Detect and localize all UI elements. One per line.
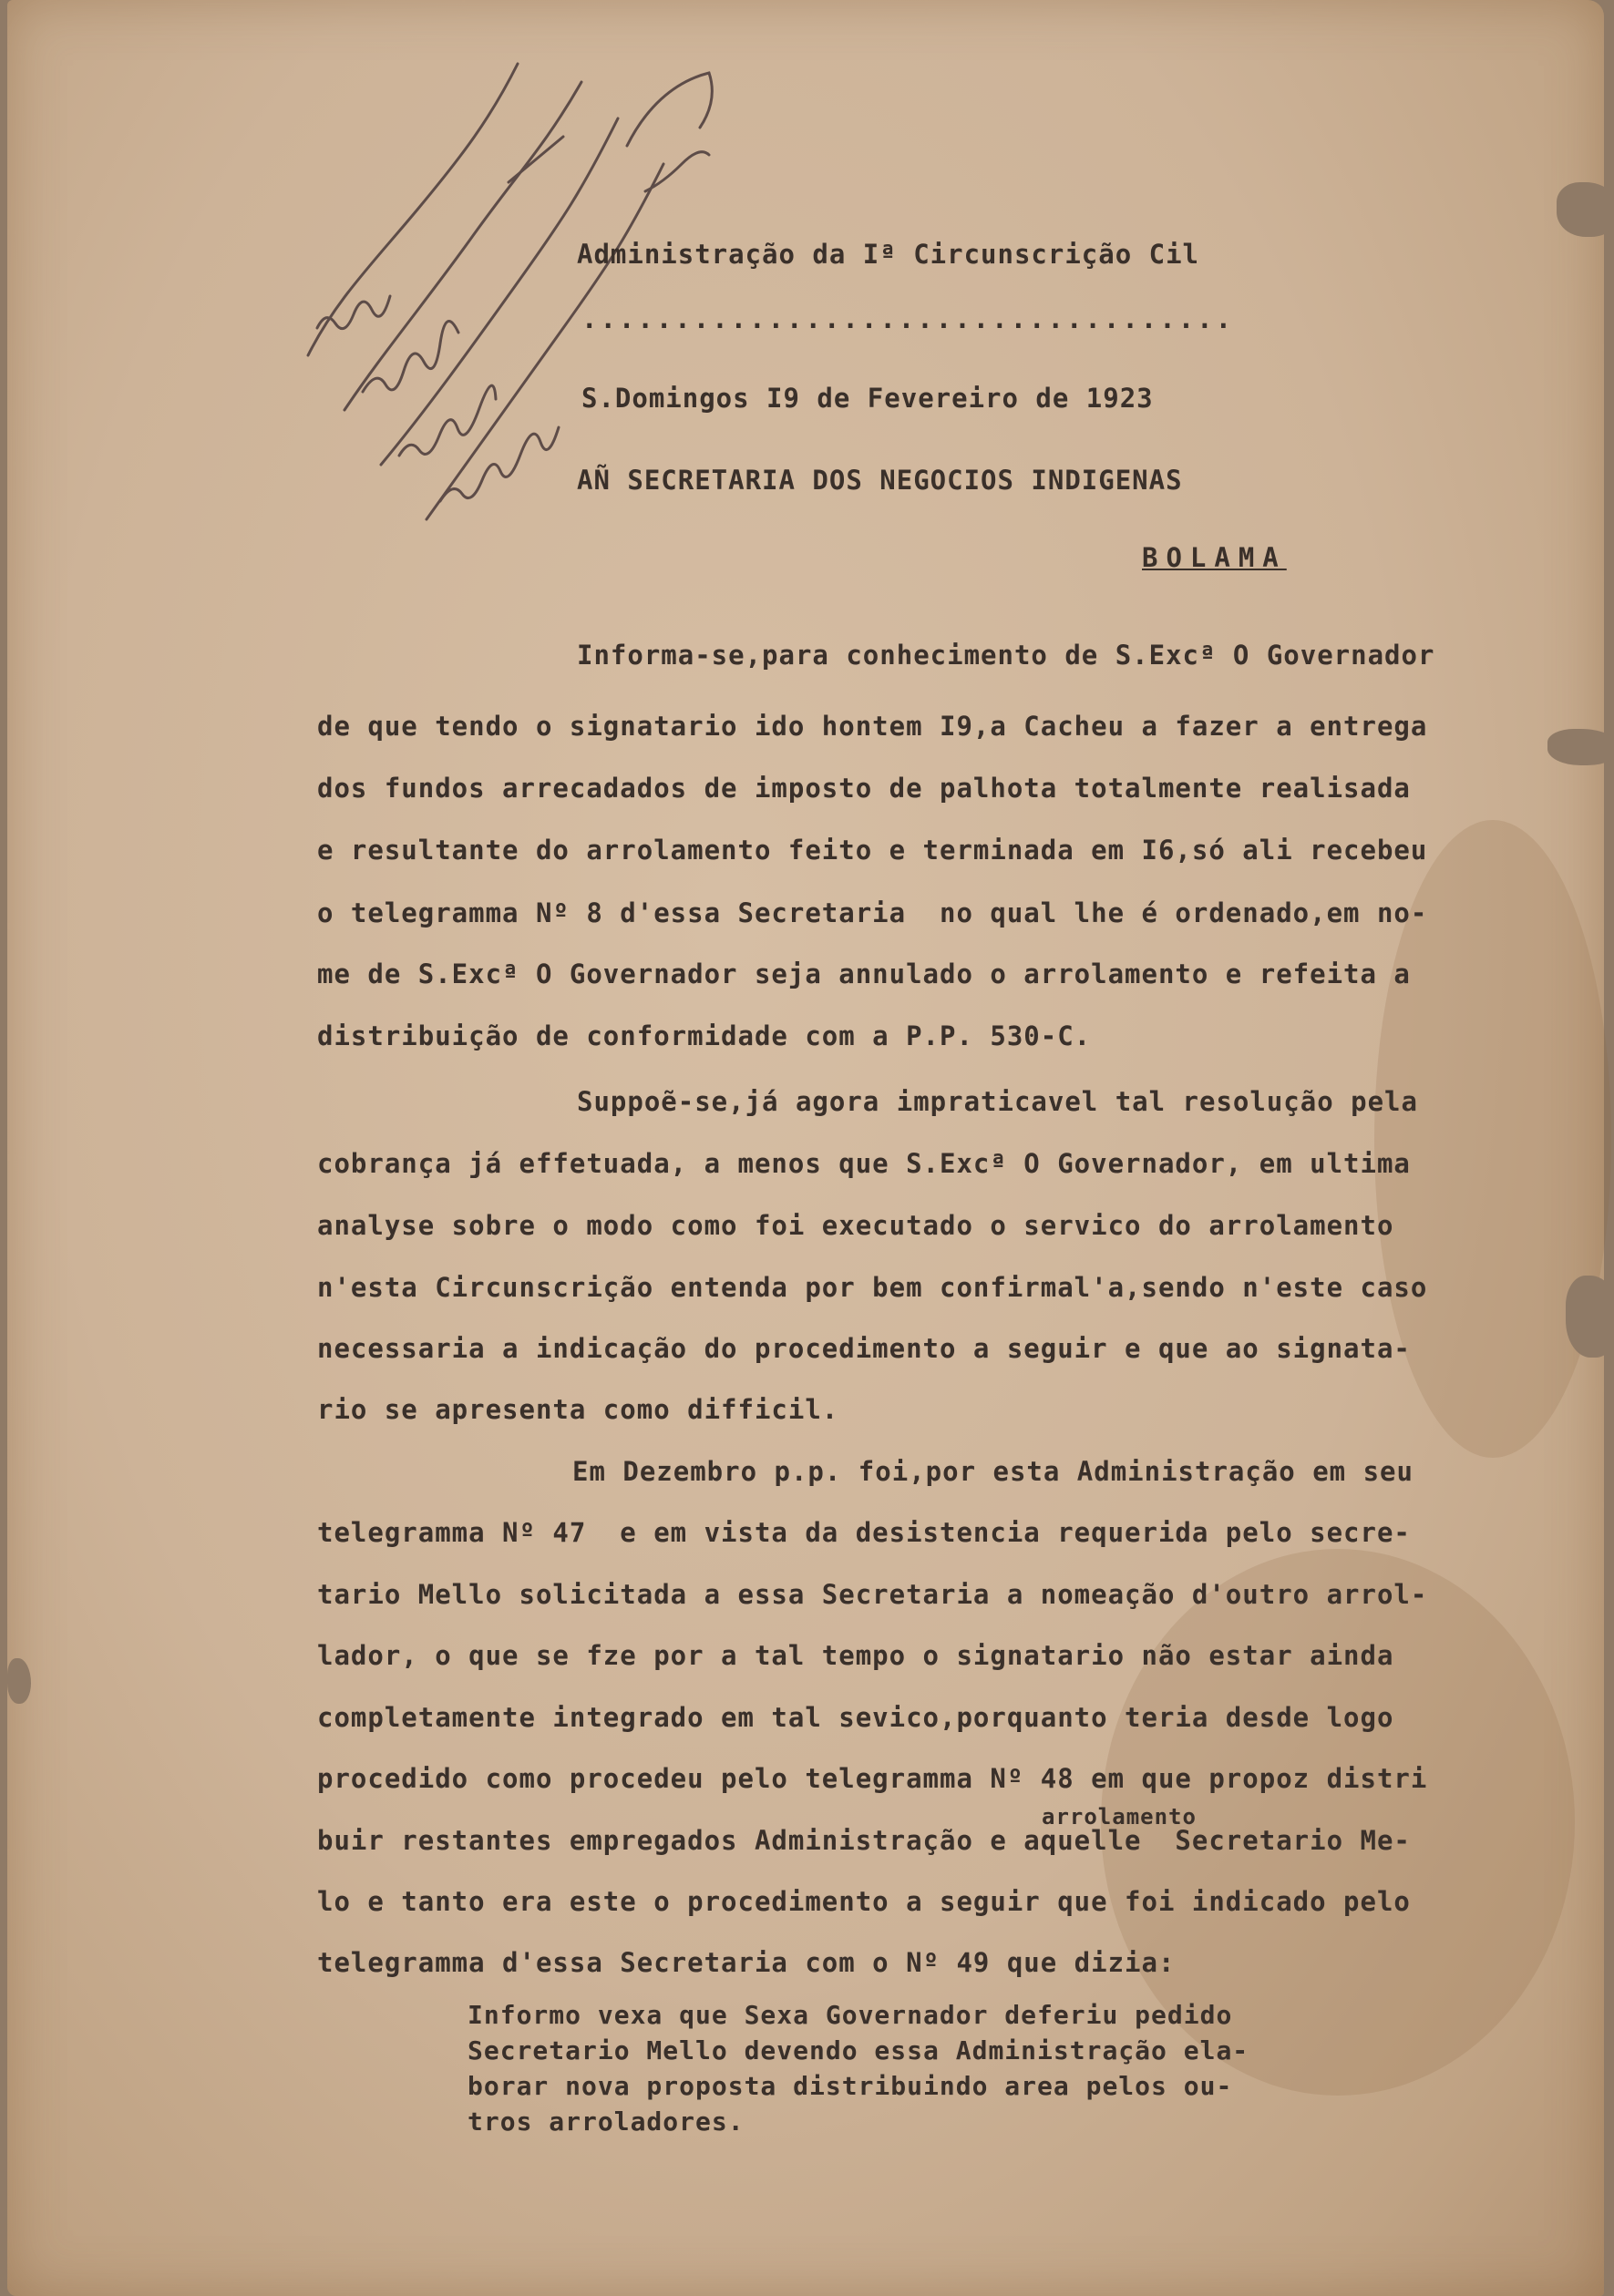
body-line: e resultante do arrolamento feito e terminada em I6,só ali recebeu (317, 835, 1428, 866)
city: BOLAMA (1142, 542, 1287, 573)
body-line: o telegramma Nº 8 d'essa Secretaria no qual lhe é ordenado,em no- (317, 897, 1428, 928)
body-line: lador, o que se fze por a tal tempo o signatario não estar ainda (317, 1640, 1394, 1671)
torn-edge (1547, 729, 1614, 765)
body-line: completamente integrado em tal sevico,porquanto teria desde logo (317, 1702, 1394, 1733)
body-line: lo e tanto era este o procedimento a seguir que foi indicado pelo (317, 1886, 1411, 1917)
body-line: Informa-se,para conhecimento de S.Excª O Governador (577, 640, 1435, 671)
handwritten-annotation (281, 27, 755, 538)
body-line: me de S.Excª O Governador seja annulado o arrolamento e refeita a (317, 958, 1411, 989)
body-line: rio se apresenta como difficil. (317, 1394, 839, 1425)
addressee: AÑ SECRETARIA DOS NEGOCIOS INDIGENAS (577, 465, 1183, 496)
document-page (7, 0, 1604, 2296)
quote-line: Secretario Mello devendo essa Administração ela- (468, 2035, 1249, 2065)
body-line: buir restantes empregados Administração e aquelle Secretario Me- (317, 1825, 1411, 1856)
body-line: telegramma d'essa Secretaria com o Nº 49 que dizia: (317, 1947, 1176, 1978)
quote-line: tros arroladores. (468, 2106, 745, 2137)
body-line: tario Mello solicitada a essa Secretaria a nomeação d'outro arrol- (317, 1579, 1428, 1610)
body-line: analyse sobre o modo como foi executado o servico do arrolamento (317, 1210, 1394, 1241)
header-administration: Administração da Iª Circunscrição Cil (577, 239, 1200, 270)
body-line: Em Dezembro p.p. foi,por esta Administração em seu (572, 1456, 1414, 1487)
dotted-rule: ................................... (581, 303, 1235, 334)
torn-edge (7, 1658, 31, 1704)
body-line: dos fundos arrecadados de imposto de palhota totalmente realisada (317, 773, 1411, 804)
body-line: cobrança já effetuada, a menos que S.Excª O Governador, em ultima (317, 1148, 1411, 1179)
torn-edge (1566, 1276, 1614, 1358)
handwriting-drawing (281, 27, 755, 538)
body-line: procedido como procedeu pelo telegramma Nº 48 em que propoz distri (317, 1763, 1428, 1794)
interlinear-insertion: arrolamento (1042, 1804, 1197, 1830)
torn-edge (1557, 182, 1614, 237)
body-line: distribuição de conformidade com a P.P. 530-C. (317, 1020, 1092, 1051)
quote-line: borar nova proposta distribuindo area pelos ou- (468, 2071, 1233, 2101)
quote-line: Informo vexa que Sexa Governador deferiu pedido (468, 2000, 1233, 2030)
body-line: n'esta Circunscrição entenda por bem confirmal'a,sendo n'este caso (317, 1272, 1428, 1303)
body-line: de que tendo o signatario ido hontem I9,a Cacheu a fazer a entrega (317, 711, 1428, 742)
body-line: necessaria a indicação do procedimento a seguir e que ao signata- (317, 1333, 1411, 1364)
body-line: Suppoẽ-se,já agora impraticavel tal resolução pela (577, 1086, 1418, 1117)
place-date: S.Domingos I9 de Fevereiro de 1923 (581, 383, 1154, 414)
body-line: telegramma Nº 47 e em vista da desistencia requerida pelo secre- (317, 1517, 1411, 1548)
